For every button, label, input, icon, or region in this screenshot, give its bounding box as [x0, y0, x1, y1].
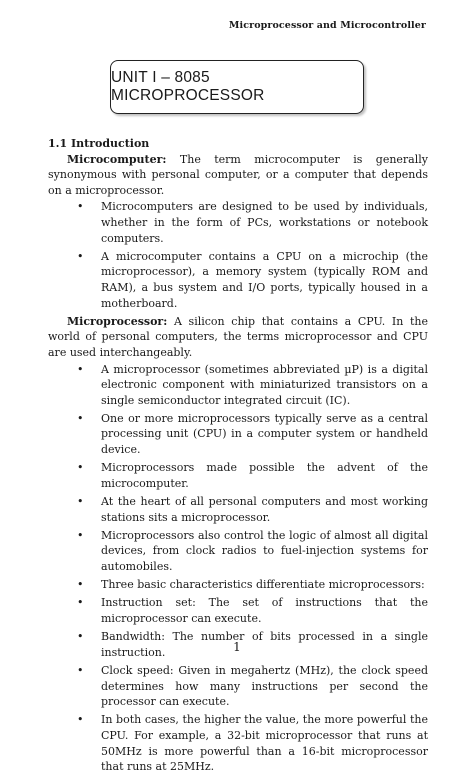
microcomputer-definition-text: The term microcomputer is generally synonymous with personal computer, or a computer that depends on a microprocessor.	[48, 152, 428, 197]
microprocessor-bullet-list	[48, 362, 428, 775]
microprocessor-term: Microprocessor:	[67, 314, 168, 328]
microcomputer-bullet-list	[48, 199, 428, 311]
list-item-text: Microprocessors also control the logic of almost all digital devices, from clock radios to fuel-injection systems for automobiles.	[101, 528, 428, 573]
list-item-text: A microprocessor (sometimes abbreviated µP) is a digital electronic component with miniaturized transistors on a single semiconductor integrated circuit (IC).	[101, 362, 428, 407]
unit-title: UNIT I – 8085 MICROPROCESSOR	[111, 69, 265, 104]
bullet-icon: •	[77, 578, 84, 592]
bullet-icon: •	[77, 200, 84, 214]
unit-title-box	[110, 60, 364, 114]
list-item-text: Microprocessors made possible the advent of the microcomputer.	[101, 461, 428, 490]
list-item-text: At the heart of all personal computers and most working stations sits a microprocessor.	[101, 495, 428, 524]
section-heading: 1.1 Introduction	[48, 137, 150, 150]
microprocessor-definition	[48, 314, 428, 361]
page-number: 1	[233, 640, 241, 654]
bullet-icon: •	[77, 495, 84, 509]
running-header: Microprocessor and Microcontroller	[228, 20, 426, 31]
bullet-icon: •	[77, 663, 84, 677]
list-item	[77, 595, 428, 626]
list-item	[77, 249, 428, 311]
bullet-icon: •	[77, 362, 84, 376]
page-content	[48, 136, 428, 777]
bullet-icon: •	[77, 713, 84, 727]
list-item-text: Bandwidth: The number of bits processed in a single instruction.	[101, 630, 428, 659]
list-item	[77, 663, 428, 710]
list-item	[77, 712, 428, 774]
bullet-icon: •	[77, 249, 84, 263]
list-item	[77, 494, 428, 525]
bullet-icon: •	[77, 411, 84, 425]
list-item	[77, 199, 428, 246]
bullet-icon: •	[77, 461, 84, 475]
microcomputer-term: Microcomputer:	[67, 152, 167, 166]
bullet-icon: •	[77, 630, 84, 644]
list-item-text: In both cases, the higher the value, the more powerful the CPU. For example, a 32-bit microprocessor that runs at 50MHz is more powerful than a 16-bit microprocessor that runs at 25MHz.	[101, 713, 428, 774]
list-item	[77, 577, 428, 593]
list-item-text: Clock speed: Given in megahertz (MHz), the clock speed determines how many instructions per second the processor can execute.	[101, 663, 428, 709]
microcomputer-definition	[48, 152, 428, 199]
list-item	[77, 362, 428, 409]
list-item-text: Microcomputers are designed to be used by individuals, whether in the form of PCs, workstations or notebook computers.	[101, 200, 428, 245]
list-item-text: One or more microprocessors typically serve as a central processing unit (CPU) in a computer system or handheld device.	[101, 411, 428, 457]
bullet-icon: •	[77, 528, 84, 542]
list-item	[77, 411, 428, 458]
list-item-text: Three basic characteristics differentiate microprocessors:	[101, 578, 425, 592]
list-item	[77, 460, 428, 491]
microprocessor-definition-text: A silicon chip that contains a CPU. In the world of personal computers, the terms microprocessor and CPU are used interchangeably.	[48, 314, 428, 359]
list-item-text: A microcomputer contains a CPU on a microchip (the microprocessor), a memory system (typically ROM and RAM), a bus system and I/O ports, typically housed in a motherboard.	[101, 249, 428, 310]
bullet-icon: •	[77, 596, 84, 610]
list-item-text: Instruction set: The set of instructions that the microprocessor can execute.	[101, 596, 428, 625]
list-item	[77, 528, 428, 575]
